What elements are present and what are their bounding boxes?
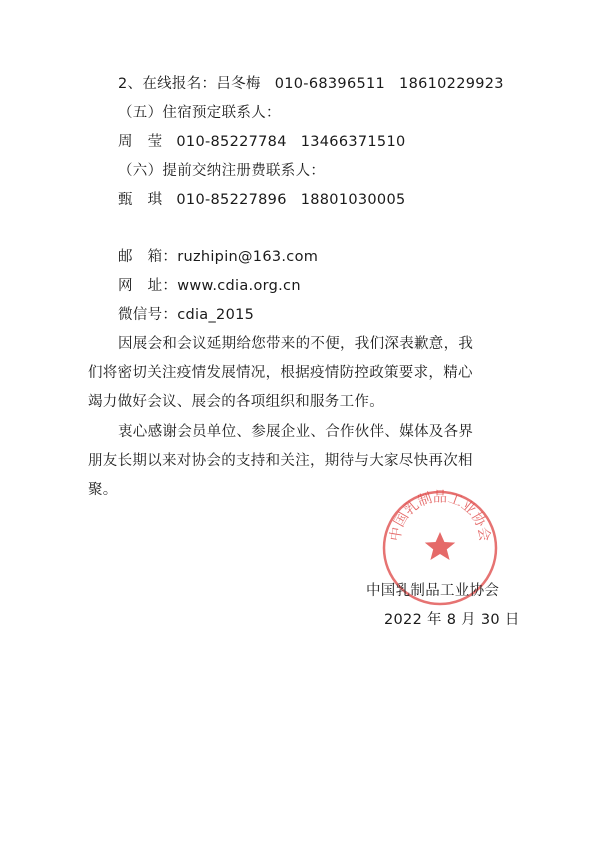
wechat-value: cdia_2015	[177, 307, 255, 323]
paragraph-1-line-2: 们将密切关注疫情发展情况，根据疫情防控政策要求，精心	[88, 365, 473, 381]
fee-phone: 010-85227896	[176, 192, 287, 208]
paragraph-1-line-3: 竭力做好会议、展会的各项组织和服务工作。	[88, 394, 384, 410]
paragraph-1-line-1: 因展会和会议延期给您带来的不便，我们深表歉意，我	[118, 336, 474, 352]
registration-name: 吕冬梅	[216, 76, 261, 92]
lodging-name: 周 莹	[118, 134, 163, 150]
web-line	[118, 274, 301, 295]
registration-mobile: 18610229923	[399, 76, 504, 92]
fee-mobile: 18801030005	[300, 192, 406, 208]
lodging-mobile: 13466371510	[300, 134, 406, 150]
registration-line	[118, 72, 504, 93]
fee-heading: （六）提前交纳注册费联系人：	[118, 163, 326, 179]
signature-date: 2022 年 8 月 30 日	[384, 612, 520, 628]
wechat-line	[118, 303, 254, 324]
seal-star-icon	[425, 532, 455, 560]
seal-text: 中国乳制品工业协会	[387, 489, 493, 543]
fee-name: 甄 琪	[118, 192, 163, 208]
wechat-label: 微信号：	[118, 307, 178, 323]
paragraph-2-line-1: 衷心感谢会员单位、参展企业、合作伙伴、媒体及各界	[118, 424, 474, 440]
web-value[interactable]: www.cdia.org.cn	[177, 278, 301, 294]
paragraph-2-line-2: 朋友长期以来对协会的支持和关注，期待与大家尽快再次相	[88, 453, 473, 469]
email-label: 邮 箱：	[118, 249, 178, 265]
lodging-heading: （五）住宿预定联系人：	[118, 105, 281, 121]
lodging-contact	[118, 130, 406, 151]
paragraph-2-line-3: 聚。	[88, 482, 118, 498]
registration-phone: 010-68396511	[274, 76, 386, 92]
fee-contact	[118, 188, 406, 209]
web-label: 网 址：	[118, 278, 178, 294]
email-line	[118, 245, 318, 266]
registration-prefix: 2、在线报名：	[118, 76, 217, 92]
email-value[interactable]: ruzhipin@163.com	[177, 249, 319, 265]
lodging-phone: 010-85227784	[176, 134, 287, 150]
signature-org: 中国乳制品工业协会	[366, 583, 500, 599]
